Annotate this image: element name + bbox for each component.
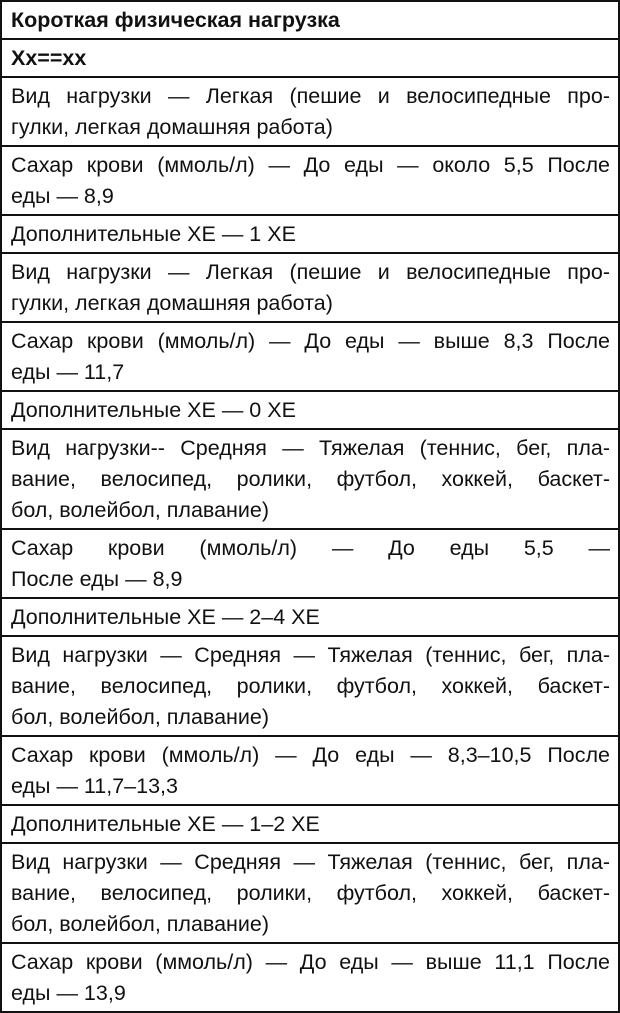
cell-text-line: Сахар крови (ммоль/л) — До еды — 8,3–10,5 После (11, 743, 610, 767)
cell-text-line: еды — 11,7–13,3 (11, 774, 178, 798)
table-row (2, 147, 618, 216)
table-row (2, 530, 618, 599)
table-row (2, 430, 618, 530)
cell-text-line: Сахар крови (ммоль/л) — До еды — около 5,5 После (11, 153, 610, 177)
table-subtitle-row (2, 40, 618, 78)
table-title-row (2, 2, 618, 40)
table-row (2, 599, 618, 637)
cell-text-line: вание, велосипед, ролики, футбол, хоккей, баскет- (11, 881, 610, 905)
cell-text-line: Вид нагрузки — Средняя — Тяжелая (теннис, бег, пла- (11, 643, 610, 667)
table-row (2, 254, 618, 323)
cell-text-line: бол, волейбол, плавание) (11, 912, 270, 936)
table-title: Короткая физическая нагрузка (11, 8, 340, 32)
table-row (2, 737, 618, 806)
cell-text-line: еды — 13,9 (11, 981, 126, 1005)
table-row (2, 944, 618, 1013)
table-row (2, 844, 618, 944)
cell-text-line: Вид нагрузки — Легкая (пешие и велосипедные про- (11, 260, 610, 284)
cell-text-line: Вид нагрузки — Средняя — Тяжелая (теннис, бег, пла- (11, 850, 610, 874)
cell-text-line: вание, велосипед, ролики, футбол, хоккей, баскет- (11, 674, 610, 698)
cell-text-line: Вид нагрузки-- Средняя — Тяжелая (теннис, бег, пла- (11, 436, 610, 460)
table-row (2, 216, 618, 254)
table-row (2, 392, 618, 430)
table-subtitle: Хх==хх (11, 46, 87, 70)
cell-text-line: Сахар крови (ммоль/л) — До еды 5,5 — (11, 536, 610, 560)
cell-text-line: гулки, легкая домашняя работа) (11, 115, 333, 139)
cell-text-line: Дополнительные ХЕ — 2–4 ХЕ (11, 605, 320, 629)
cell-text-line: После еды — 8,9 (11, 567, 183, 591)
cell-text-line: гулки, легкая домашняя работа) (11, 291, 333, 315)
cell-text-line: Дополнительные ХЕ — 1 ХЕ (11, 222, 296, 246)
cell-text-line: Дополнительные ХЕ — 1–2 ХЕ (11, 812, 320, 836)
table-row (2, 323, 618, 392)
cell-text-line: бол, волейбол, плавание) (11, 498, 270, 522)
cell-text-line: Сахар крови (ммоль/л) — До еды — выше 8,3 После (11, 329, 610, 353)
cell-text-line: Вид нагрузки — Легкая (пешие и велосипедные про- (11, 84, 610, 108)
cell-text-line: еды — 11,7 (11, 360, 125, 384)
cell-text-line: бол, волейбол, плавание) (11, 705, 270, 729)
cell-text-line: Сахар крови (ммоль/л) — До еды — выше 11,1 После (11, 950, 610, 974)
table-row (2, 806, 618, 844)
table-row (2, 78, 618, 147)
table-row (2, 637, 618, 737)
cell-text-line: Дополнительные ХЕ — 0 ХЕ (11, 398, 296, 422)
cell-text-line: вание, велосипед, ролики, футбол, хоккей, баскет- (11, 467, 610, 491)
cell-text-line: еды — 8,9 (11, 184, 114, 208)
